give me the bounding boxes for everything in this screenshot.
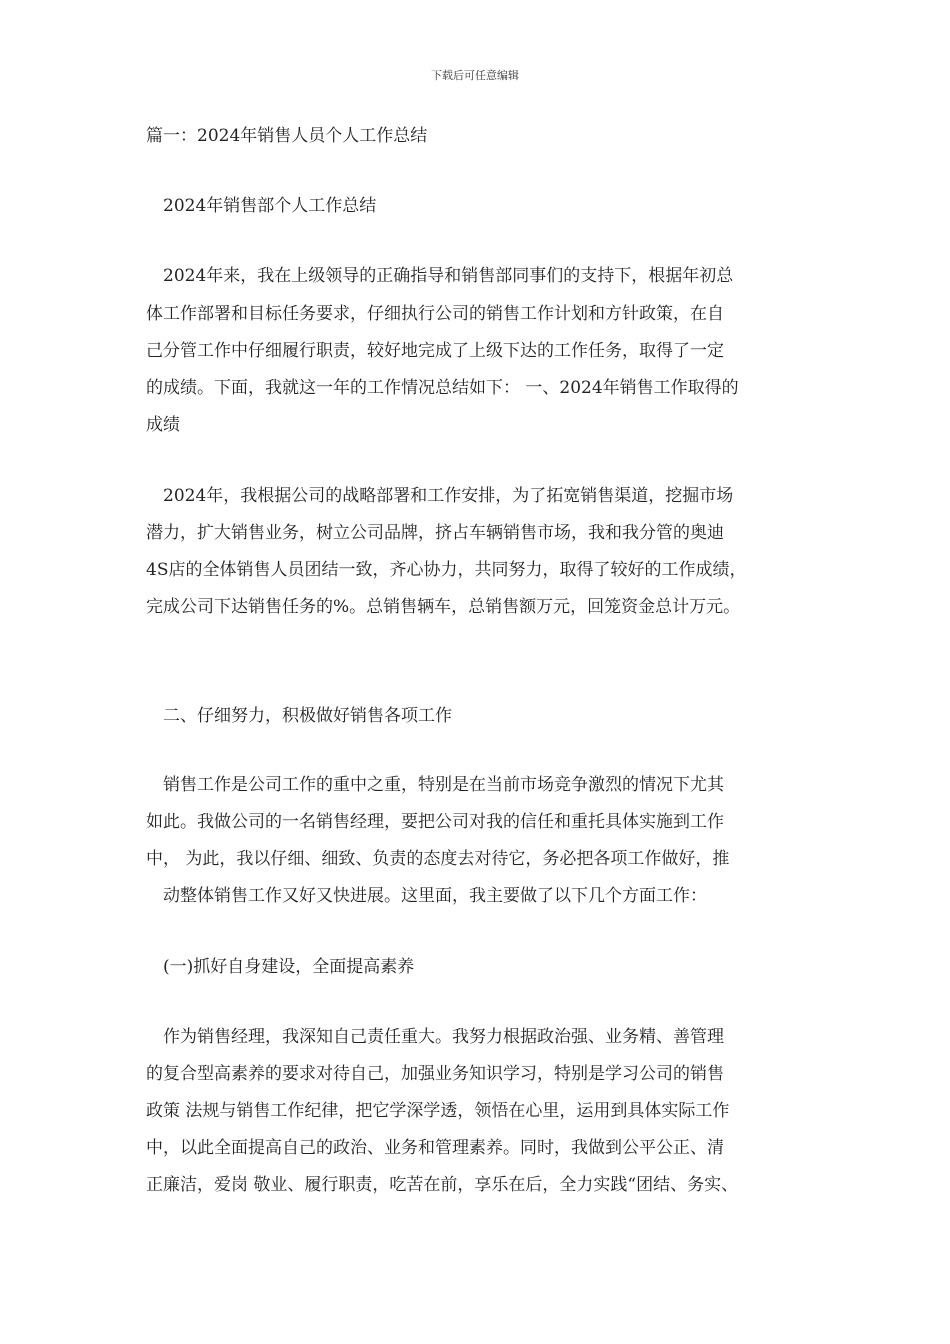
- paragraph-line: 潜力，扩大销售业务，树立公司品牌，挤占车辆销售市场，我和我分管的奥迪: [146, 523, 724, 543]
- paragraph-line: 完成公司下达销售任务的%。总销售辆车，总销售额万元，回笼资金总计万元。: [146, 597, 741, 617]
- paragraph-line: 的成绩。下面，我就这一年的工作情况总结如下： 一、2024年销售工作取得的: [146, 378, 739, 398]
- section-heading: 二、仔细努力，积极做好销售各项工作: [163, 706, 452, 726]
- paragraph-line: 成绩: [146, 415, 180, 435]
- paragraph-line: 己分管工作中仔细履行职责，较好地完成了上级下达的工作任务，取得了一定: [146, 341, 724, 361]
- paragraph-line: 政策 法规与销售工作纪律，把它学深学透，领悟在心里，运用到具体实际工作: [146, 1101, 730, 1121]
- paragraph-line: 中，以此全面提高自己的政治、业务和管理素养。同时，我做到公平公正、清: [146, 1138, 724, 1158]
- paragraph-line: 的复合型高素养的要求对待自己，加强业务知识学习，特别是学习公司的销售: [146, 1064, 724, 1084]
- paragraph-line: 正廉洁，爱岗 敬业、履行职责，吃苦在前，享乐在后，全力实践“团结、务实、: [146, 1175, 739, 1195]
- paragraph-line: 销售工作是公司工作的重中之重，特别是在当前市场竞争激烈的情况下尤其: [163, 775, 724, 795]
- section-title: 篇一：2024年销售人员个人工作总结: [146, 126, 428, 146]
- paragraph-line: 2024年，我根据公司的战略部署和工作安排，为了拓宽销售渠道，挖掘市场: [163, 486, 734, 506]
- document-title: 2024年销售部个人工作总结: [163, 196, 377, 216]
- paragraph-line: 体工作部署和目标任务要求，仔细执行公司的销售工作计划和方针政策，在自: [146, 304, 724, 324]
- page-header: 下载后可任意编辑: [431, 69, 519, 82]
- paragraph-line: 2024年来，我在上级领导的正确指导和销售部同事们的支持下，根据年初总: [163, 266, 734, 286]
- subsection-heading: (一)抓好自身建设，全面提高素养: [163, 957, 415, 977]
- paragraph-line: 作为销售经理，我深知自己责任重大。我努力根据政治强、业务精、善管理: [163, 1027, 724, 1047]
- paragraph-line: 4S店的全体销售人员团结一致，齐心协力，共同努力，取得了较好的工作成绩，: [146, 560, 747, 580]
- paragraph-line: 中， 为此，我以仔细、细致、负责的态度去对待它，务必把各项工作做好，推: [146, 849, 730, 869]
- paragraph-line: 动整体销售工作又好又快进展。这里面，我主要做了以下几个方面工作：: [163, 886, 707, 906]
- paragraph-line: 如此。我做公司的一名销售经理，要把公司对我的信任和重托具体实施到工作: [146, 812, 724, 832]
